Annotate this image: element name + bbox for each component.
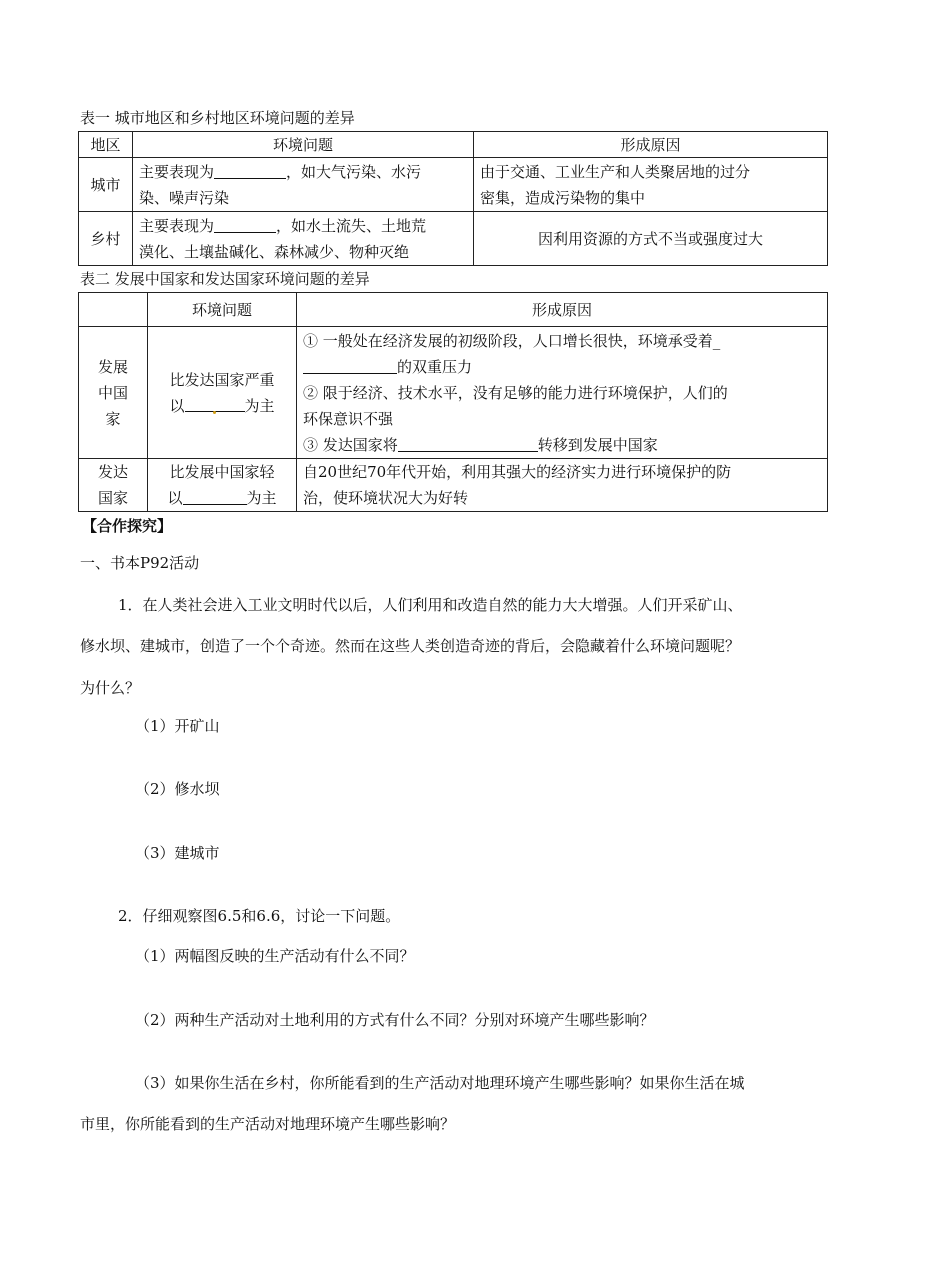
cause-cell: 自20世纪70年代开始，利用其强大的经济实力进行环境保护的防 治，使环境状况大为好转 — [297, 459, 828, 512]
highlight-dot — [213, 411, 216, 414]
problem-cell: 主要表现为 ，如大气污染、水污 染、噪声污染 — [133, 158, 474, 212]
table-row — [79, 327, 828, 459]
fill-blank[interactable] — [303, 357, 397, 374]
question-1-item-2: （2）修水坝 — [135, 780, 220, 798]
region-cell: 城市 — [79, 158, 133, 212]
question-2-item-3-line-1: （3）如果你生活在乡村，你所能看到的生产活动对地理环境产生哪些影响？如果你生活在城 — [135, 1074, 745, 1092]
problem-cell: 比发达国家严重 以 为主 — [148, 327, 297, 459]
problem-cell: 比发展中国家轻 以 为主 — [148, 459, 297, 512]
table1-header-cause: 形成原因 — [474, 132, 828, 158]
table1 — [78, 131, 828, 266]
question-1-item-3: （3）建城市 — [135, 844, 220, 862]
table-row — [79, 459, 828, 512]
fill-blank[interactable] — [183, 488, 247, 505]
fill-blank[interactable] — [185, 395, 245, 412]
table2-header-cause: 形成原因 — [297, 293, 828, 327]
region-cell: 乡村 — [79, 212, 133, 266]
problem-cell: 主要表现为 ，如水土流失、土地荒 漠化、土壤盐碱化、森林减少、物种灭绝 — [133, 212, 474, 266]
cause-cell: 因利用资源的方式不当或强度过大 — [474, 212, 828, 266]
question-1-item-1: （1）开矿山 — [135, 717, 220, 735]
cause-cell: 由于交通、工业生产和人类聚居地的过分 密集，造成污染物的集中 — [474, 158, 828, 212]
table1-header-problem: 环境问题 — [133, 132, 474, 158]
cause-cell: ① 一般处在经济发展的初级阶段，人口增长很快，环境承受着_ 的双重压力 ② 限于经济、技术水平，没有足够的能力进行环境保护，人们的 环保意识不强 ③ 发达国家将 转移到发展中国家 — [297, 327, 828, 459]
region-cell: 发达 国家 — [79, 459, 148, 512]
question-1-line-2: 修水坝、建城市，创造了一个个奇迹。然而在这些人类创造奇迹的背后，会隐藏着什么环境问题呢？ — [80, 637, 741, 655]
table2-caption: 表二 发展中国家和发达国家环境问题的差异 — [80, 270, 370, 288]
region-cell: 发展 中国 家 — [79, 327, 148, 459]
fill-blank[interactable] — [214, 216, 276, 233]
table1-header-region: 地区 — [79, 132, 133, 158]
section-heading: 【合作探究】 — [82, 517, 173, 535]
question-2-item-3-line-2: 市里，你所能看到的生产活动对地理环境产生哪些影响？ — [80, 1115, 456, 1133]
fill-blank[interactable] — [214, 162, 286, 179]
question-2-item-2: （2）两种生产活动对土地利用的方式有什么不同？分别对环境产生哪些影响？ — [135, 1011, 655, 1029]
question-1-line-3: 为什么？ — [80, 679, 141, 697]
table2-header-empty — [79, 293, 148, 327]
table2-header-problem: 环境问题 — [148, 293, 297, 327]
question-2-item-1: （1）两幅图反映的生产活动有什么不同？ — [135, 947, 415, 965]
fill-blank[interactable] — [398, 435, 538, 452]
table2 — [78, 292, 828, 512]
table1-caption: 表一 城市地区和乡村地区环境问题的差异 — [80, 109, 355, 127]
question-1-line-1: 1．在人类社会进入工业文明时代以后，人们利用和改造自然的能力大大增强。人们开采矿山、 — [118, 596, 743, 614]
section-subheading: 一、书本P92活动 — [80, 554, 200, 572]
table-row — [79, 158, 828, 212]
question-2: 2．仔细观察图6.5和6.6，讨论一下问题。 — [118, 907, 401, 925]
table-row — [79, 212, 828, 266]
